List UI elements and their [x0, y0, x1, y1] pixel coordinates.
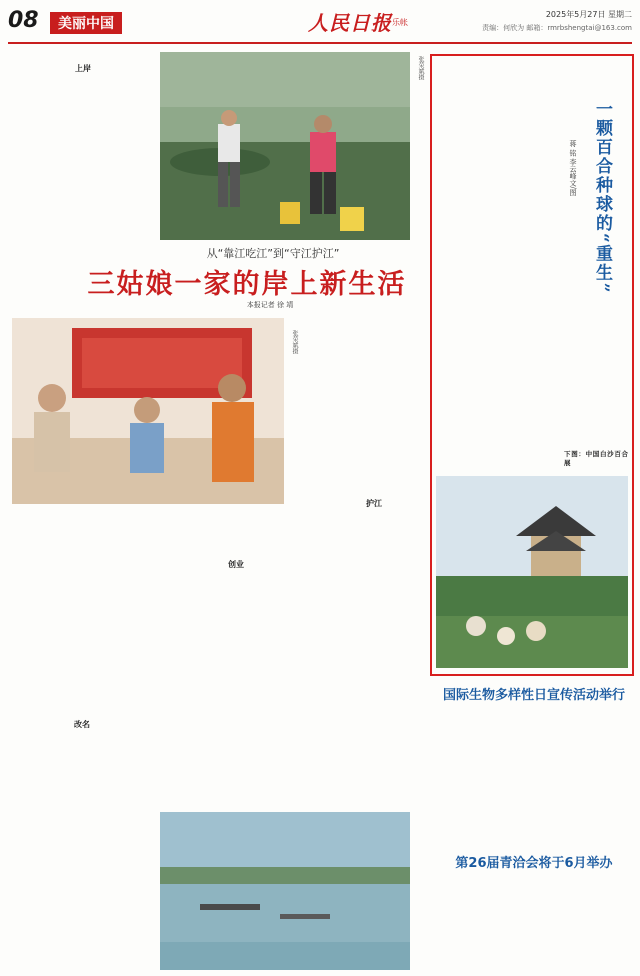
masthead-rule: [8, 42, 632, 44]
masthead-info: [482, 9, 632, 33]
photo-caption-2: [290, 330, 298, 500]
news-title-biodiversity: 国际生物多样性日宣传活动举行: [442, 688, 625, 703]
photo-credit: 张荣斌摄: [291, 330, 298, 354]
photo-fish-pond: [160, 52, 410, 240]
newspaper-logo: 人民日报: [308, 11, 392, 35]
news-text-qinghai-expo: [436, 872, 632, 970]
text-lines: [8, 52, 158, 240]
text-lines: [436, 704, 632, 852]
article-byline: 本报记者 徐 靖: [246, 301, 294, 309]
text-lines: [436, 872, 632, 970]
subhead-shangan: 上岸: [75, 63, 91, 73]
article-kicker: 从“靠江吃江”到“守江护江”: [206, 247, 340, 260]
masthead: [8, 6, 632, 46]
photo-river: [160, 812, 410, 970]
text-lines: [436, 60, 564, 472]
news-text-biodiversity: [436, 704, 632, 852]
article-text-column: [318, 330, 430, 760]
article-text-column: [8, 52, 158, 240]
text-lines: [318, 330, 430, 760]
subhead-gaiming: 改名: [74, 719, 90, 729]
photo-caption-1: [416, 56, 424, 236]
article-text-column: [12, 510, 152, 970]
text-lines: [12, 510, 152, 970]
feature-closing-note: 下图：中国白沙百合展: [564, 450, 628, 467]
article-text-column: [158, 510, 314, 810]
photo-credit: 张荣斌摄: [417, 56, 424, 80]
issue-date: 2025年5月27日 星期二: [545, 10, 632, 19]
feature-title: 一颗百合种球的“重生”: [592, 100, 612, 295]
editor-info: 责编：何欣为 邮箱：rmrbshengtai@163.com: [482, 24, 632, 32]
subhead-chuangye: 创业: [228, 559, 244, 569]
feature-author: 蒋 铭 李云峰文/图: [569, 140, 577, 196]
feature-text-column: [564, 340, 628, 472]
subhead-hujiang: 护江: [366, 498, 382, 508]
feature-text-column: [436, 60, 564, 472]
page-number: 08: [8, 8, 39, 33]
photo-pagoda: [436, 476, 628, 668]
text-lines: [158, 510, 314, 810]
photo-office: [12, 318, 284, 504]
logo-subtitle: 乐帐: [392, 18, 408, 27]
article-title: 三姑娘一家的岸上新生活: [87, 269, 407, 300]
news-title-qinghai-expo: 第26届青洽会将于6月举办: [455, 856, 613, 871]
section-label: 美丽中国: [50, 12, 122, 34]
